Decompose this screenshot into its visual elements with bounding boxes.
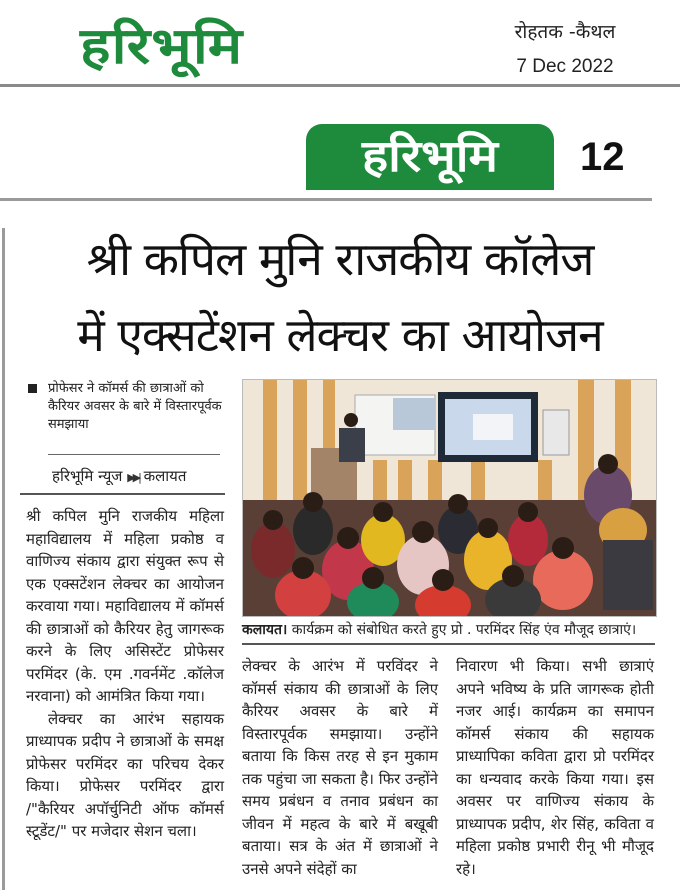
highlight-divider [48,454,220,455]
photo-caption [242,620,662,639]
double-arrow-icon: ▶▶| [127,471,139,484]
byline-divider [20,493,225,495]
caption-divider [242,643,655,645]
page-number: 12 [580,135,625,179]
paragraph: लेक्चर के आरंभ में परविंदर ने कॉमर्स संकाय की छात्राओं के लिए कैरियर अवसर के बारे में विस्तारपूर्वक समझाया। उन्होंने बताया कि किस तरह से इन मुकाम तक पहुंचा जा सकता है। फिर उन्होंने समय प्रबंधन व तनाव प्रबंधन का जीवन में महत्व के बारे में बखूबी बताया। सत्र के अंत में छात्राओं ने उनसे अपने संदेहों का [242,657,438,878]
caption-text: कार्यक्रम को संबोधित करते हुए प्रो . परमिंदर सिंह एंव मौजूद छात्राएं। [287,622,637,638]
edition-label: रोहतक -कैथल [514,21,616,43]
article-left-border [2,228,5,890]
classroom-scene [243,380,656,616]
article-photo [242,379,657,617]
paragraph: लेक्चर का आरंभ सहायक प्राध्यापक प्रदीप ने छात्राओं के समक्ष प्रोफेसर परमिंदर का परिचय देकर किया। प्रोफेसर परमिंदर द्वारा /"कैरियर अपॉर्चुनिटी ऑफ कॉमर्स स्टूडेंट/" पर मजेदार सेशन चला। [26,709,224,840]
header-divider [0,84,680,87]
caption-location: कलायत। [242,622,288,638]
masthead-divider [0,198,652,201]
article-column-2 [242,655,438,880]
headline-line-1: श्री कपिल मुनि राजकीय कॉलेज [86,232,594,286]
square-bullet-icon [28,384,37,393]
article-column-1 [26,505,224,843]
headline-line-2: में एक्सटेंशन लेक्चर का आयोजन [77,308,603,362]
article-column-3 [456,655,654,880]
newspaper-logo: हरिभूमि [80,17,244,75]
byline-source: हरिभूमि न्यूज [52,467,123,485]
paragraph: श्री कपिल मुनि राजकीय महिला महाविद्यालय में महिला प्रकोष्ठ व वाणिज्य संकाय द्वारा संयुक्त रूप से एक एक्सटेंशन लेक्चर का आयोजन करवाया गया। महाविद्यालय में कॉमर्स की छात्राओं को कैरियर हेतु जागरूक करने के लिए असिस्टेंट प्रोफेसर परमिंदर (के. एम .गवर्नमेंट .कॉलेज नरवाना) को आमंत्रित किया गया। [26,507,224,705]
masthead-logo: हरिभूमि [362,131,498,182]
byline-location: कलायत [143,467,187,485]
article-highlight [28,380,223,434]
highlight-text: प्रोफेसर ने कॉमर्स की छात्राओं को कैरियर अवसर के बारे में विस्तारपूर्वक समझाया [48,381,222,432]
paragraph: निवारण भी किया। सभी छात्राएं अपने भविष्य के प्रति जागरूक होती नजर आई। कार्यक्रम का समापन कॉमर्स संकाय की सहायक प्राध्यापिका कविता द्वारा प्रो परमिंदर का धन्यवाद करके किया गया। इस अवसर पर वाणिज्य संकाय के प्राध्यापक प्रदीप, शेर सिंह, कविता व महिला प्रकोष्ठ प्रभारी रीनू भी मौजूद रहे। [456,657,654,878]
byline [52,466,186,486]
publication-date: 7 Dec 2022 [516,56,614,77]
